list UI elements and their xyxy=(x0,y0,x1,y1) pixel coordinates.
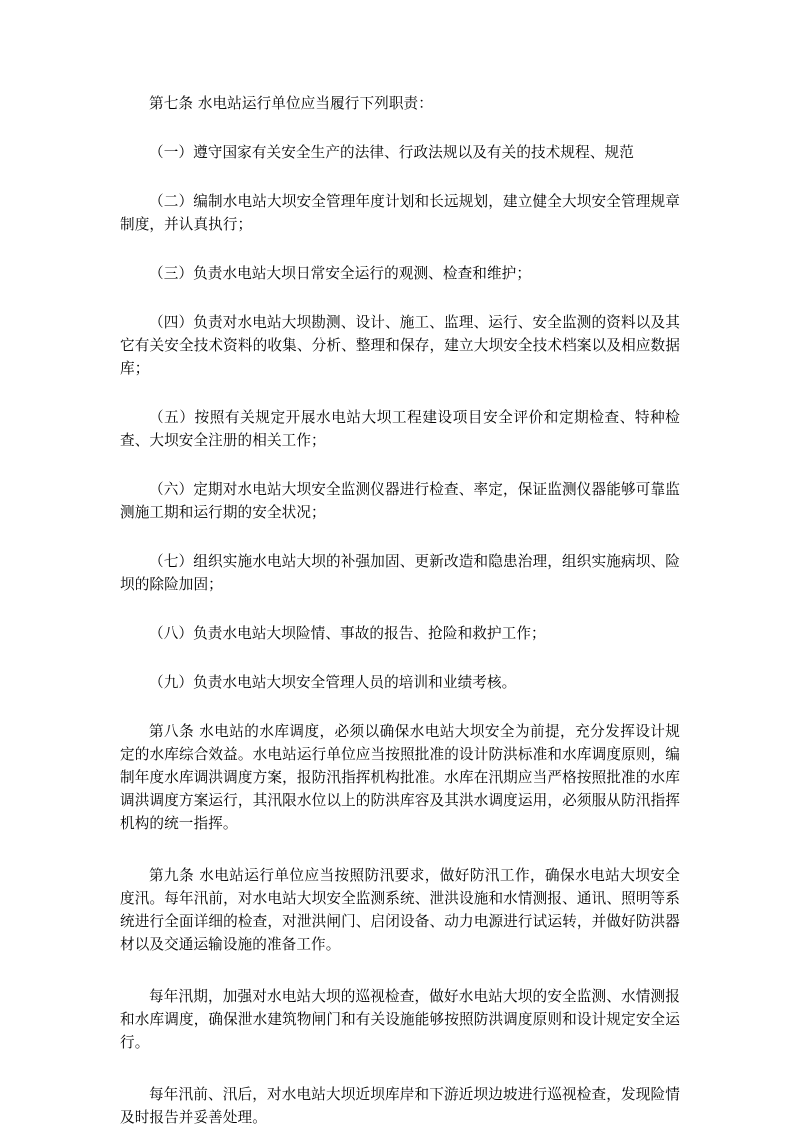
article-7-item-8: （八）负责水电站大坝险情、事故的报告、抢险和救护工作； xyxy=(149,625,546,642)
article-7-item-6: （六）定期对水电站大坝安全监测仪器进行检查、率定，保证监测仪器能够可靠监测施工期和运行期的安全状况； xyxy=(120,481,680,521)
article-9-flood-season: 每年汛期，加强对水电站大坝的巡视检查，做好水电站大坝的安全监测、水情测报和水库调度，确保泄水建筑物闸门和有关设施能够按照防洪调度原则和设计规定安全运行。 xyxy=(120,988,680,1051)
article-7-heading: 第七条 水电站运行单位应当履行下列职责： xyxy=(149,95,433,112)
article-9-pre-post-flood: 每年汛前、汛后，对水电站大坝近坝库岸和下游近坝边坡进行巡视检查，发现险情及时报告并妥善处理。 xyxy=(120,1086,680,1126)
article-7-item-1: （一）遵守国家有关安全生产的法律、行政法规以及有关的技术规程、规范 xyxy=(149,144,634,161)
article-9: 第九条 水电站运行单位应当按照防汛要求，做好防汛工作，确保水电站大坝安全度汛。每年汛前，对水电站大坝安全监测系统、泄洪设施和水情测报、通讯、照明等系统进行全面详细的检查，对泄洪闸门、启闭设备、动力电源进行试运转，并做好防洪器材以及交通运输设施的准备工作。 xyxy=(120,867,680,953)
article-7-item-2: （二）编制水电站大坝安全管理年度计划和长远规划，建立健全大坝安全管理规章制度，并认真执行； xyxy=(120,193,680,233)
article-7-item-4: （四）负责对水电站大坝勘测、设计、施工、监理、运行、安全监测的资料以及其它有关安全技术资料的收集、分析、整理和保存，建立大坝安全技术档案以及相应数据库； xyxy=(120,314,680,377)
article-7-item-9: （九）负责水电站大坝安全管理人员的培训和业绩考核。 xyxy=(149,674,517,691)
article-7-item-7: （七）组织实施水电站大坝的补强加固、更新改造和隐患治理，组织实施病坝、险坝的除险加固； xyxy=(120,553,680,593)
article-8: 第八条 水电站的水库调度，必须以确保水电站大坝安全为前提，充分发挥设计规定的水库综合效益。水电站运行单位应当按照批准的设计防洪标准和水库调度原则，编制年度水库调洪调度方案，报防汛指挥机构批准。水库在汛期应当严格按照批准的水库调洪调度方案运行，其汛限水位以上的防洪库容及其洪水调度运用，必须服从防汛指挥机构的统一指挥。 xyxy=(120,723,680,832)
article-7-item-5: （五）按照有关规定开展水电站大坝工程建设项目安全评价和定期检查、特种检查、大坝安全注册的相关工作； xyxy=(120,409,680,449)
document-body xyxy=(120,92,680,1129)
article-7-item-3: （三）负责水电站大坝日常安全运行的观测、检查和维护； xyxy=(149,265,532,282)
